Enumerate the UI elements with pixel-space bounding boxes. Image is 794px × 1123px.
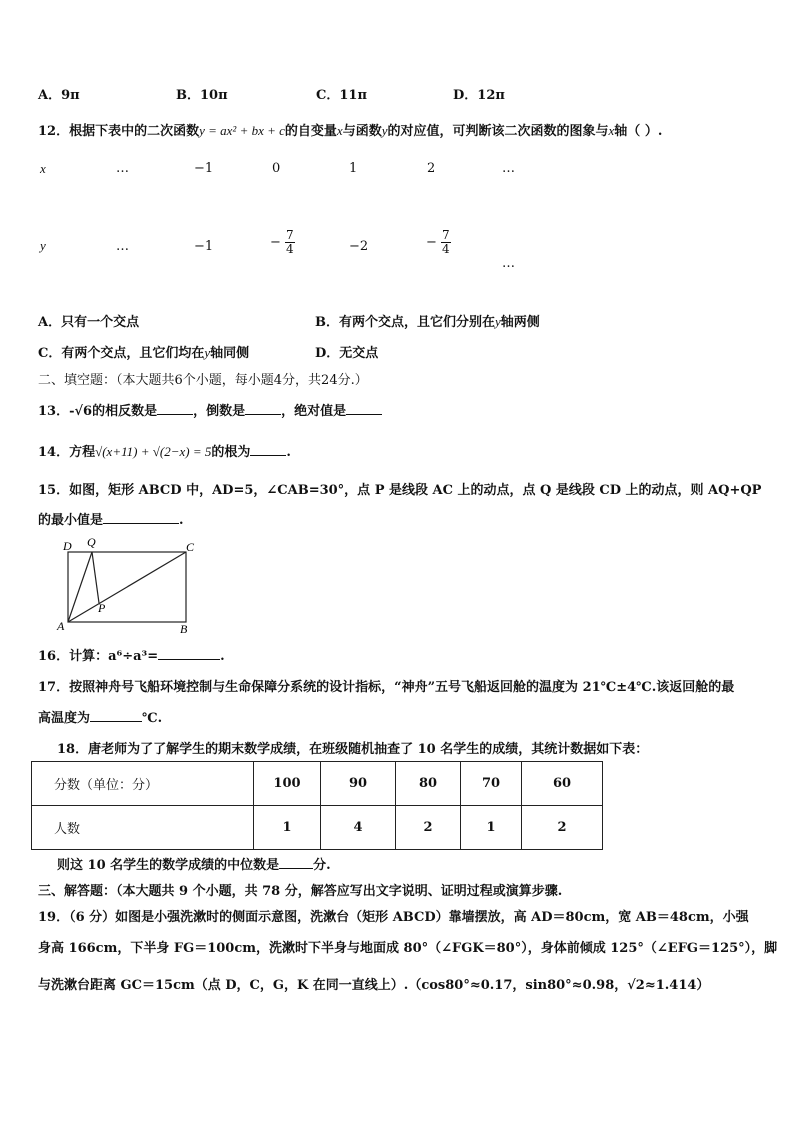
table-cell: 4	[321, 806, 396, 850]
q14: 14．方程√(x+11) + √(2−x) = 5的根为 .	[38, 444, 291, 460]
q12-x-value: 0	[272, 161, 281, 176]
q15-line-2: 的最小值是 .	[38, 513, 184, 528]
label-q: Q	[87, 536, 96, 549]
q12-x-value: 1	[349, 161, 358, 176]
section-3-heading: 三、解答题：（本大题共 9 个小题，共 78 分，解答应写出文字说明、证明过程或演算步骤.	[38, 884, 563, 899]
q12-x-label: x	[40, 161, 46, 176]
q15-rectangle-figure	[55, 536, 205, 636]
table-cell: 70	[461, 762, 522, 806]
q12-option-b: B．有两个交点，且它们分别在y轴两侧	[315, 314, 540, 330]
table-cell: 90	[321, 762, 396, 806]
q11-option-a: A．9π	[38, 88, 80, 103]
table-cell: 100	[254, 762, 321, 806]
q18-question: 则这 10 名学生的数学成绩的中位数是 分.	[57, 858, 331, 873]
q11-option-c: C．11π	[316, 88, 367, 103]
q17-line-1: 17．按照神舟号飞船环境控制与生命保障分系统的设计指标，“神舟”五号飞船返回舱的温度为 21℃±4℃.该返回舱的最	[38, 680, 735, 695]
q12-var-x-2: x	[608, 123, 615, 138]
table-cell: 2	[522, 806, 603, 850]
q19-line-1: 19．（6 分）如图是小强洗漱时的侧面示意图，洗漱台（矩形 ABCD）靠墙摆放，高 AD＝80cm，宽 AB＝48cm，小强	[38, 910, 749, 925]
segment-qp	[92, 552, 99, 603]
q12-text-3: 与函数	[342, 124, 382, 139]
q12-text-1: 根据下表中的二次函数	[69, 124, 200, 139]
q12-var-y: y	[381, 123, 388, 138]
q11-option-d: D．12π	[453, 88, 505, 103]
q17-line-2: 高温度为 ℃.	[38, 711, 163, 726]
q12-y-value-fraction: − $\frac{7}{4}$	[426, 228, 450, 256]
q12-option-a: A．只有一个交点	[38, 315, 140, 330]
q18-score-table	[31, 761, 603, 850]
label-b: B	[180, 622, 188, 636]
q12-y-value-fraction: − $\frac{7}{4}$	[270, 228, 294, 256]
q12-y-value: −2	[349, 239, 369, 254]
q18-intro: 18．唐老师为了了解学生的期末数学成绩，在班级随机抽查了 10 名学生的成绩，其统计数据如下表：	[57, 742, 649, 757]
q12-formula: y = ax² + bx + c	[199, 123, 285, 138]
q12-x-value: −1	[194, 161, 214, 176]
q12-y-value: …	[502, 256, 515, 271]
q12-option-d: D．无交点	[315, 346, 379, 361]
table-cell: 1	[254, 806, 321, 850]
q13: 13．-√6的相反数是 ，倒数是 ，绝对值是	[38, 400, 382, 419]
q12-y-label: y	[40, 238, 46, 253]
q12-x-value: …	[116, 161, 129, 176]
q15-line-1: 15．如图，矩形 ABCD 中，AD=5，∠CAB=30°，点 P 是线段 AC 上的动点，点 Q 是线段 CD 上的动点，则 AQ+QP	[38, 483, 762, 498]
q12-number: 12．	[38, 124, 70, 139]
q12-x-value: …	[502, 161, 515, 176]
q12-y-value: …	[116, 239, 129, 254]
label-d: D	[63, 539, 72, 553]
q19-line-2: 身高 166cm，下半身 FG＝100cm，洗漱时下半身与地面成 80°（∠FGK＝80°），身体前倾成 125°（∠EFG＝125°），脚	[38, 941, 778, 956]
label-a: A	[57, 619, 65, 633]
q12-stem	[38, 120, 662, 139]
q12-text-2: 的自变量	[284, 124, 337, 139]
q12-x-value: 2	[427, 161, 436, 176]
q12-y-value: −1	[194, 239, 214, 254]
q12-text-5: 轴（ ）.	[614, 124, 663, 139]
label-p: P	[98, 601, 106, 615]
q12-var-x: x	[336, 123, 343, 138]
table-cell: 1	[461, 806, 522, 850]
table-cell: 2	[396, 806, 461, 850]
q12-option-c: C．有两个交点，且它们均在y轴同侧	[38, 345, 250, 361]
section-2-heading: 二、填空题：（本大题共6个小题，每小题4分，共24分.）	[38, 373, 368, 388]
segment-ac	[68, 552, 186, 622]
table-row	[32, 806, 603, 850]
segment-aq	[68, 552, 92, 622]
label-c: C	[186, 540, 195, 554]
q19-line-3: 与洗漱台距离 GC＝15cm（点 D，C，G，K 在同一直线上）.（cos80°≈0.17，sin80°≈0.98，√2≈1.414）	[38, 978, 710, 993]
q12-text-4: 的对应值，可判断该二次函数的图象与	[387, 124, 609, 139]
table-cell: 60	[522, 762, 603, 806]
q11-option-b: B．10π	[176, 88, 228, 103]
table-cell: 80	[396, 762, 461, 806]
table-row	[32, 762, 603, 806]
table-row-label: 人数	[32, 806, 254, 850]
table-header-label: 分数（单位：分）	[32, 762, 254, 806]
q16: 16．计算：a⁶÷a³= .	[38, 649, 225, 664]
